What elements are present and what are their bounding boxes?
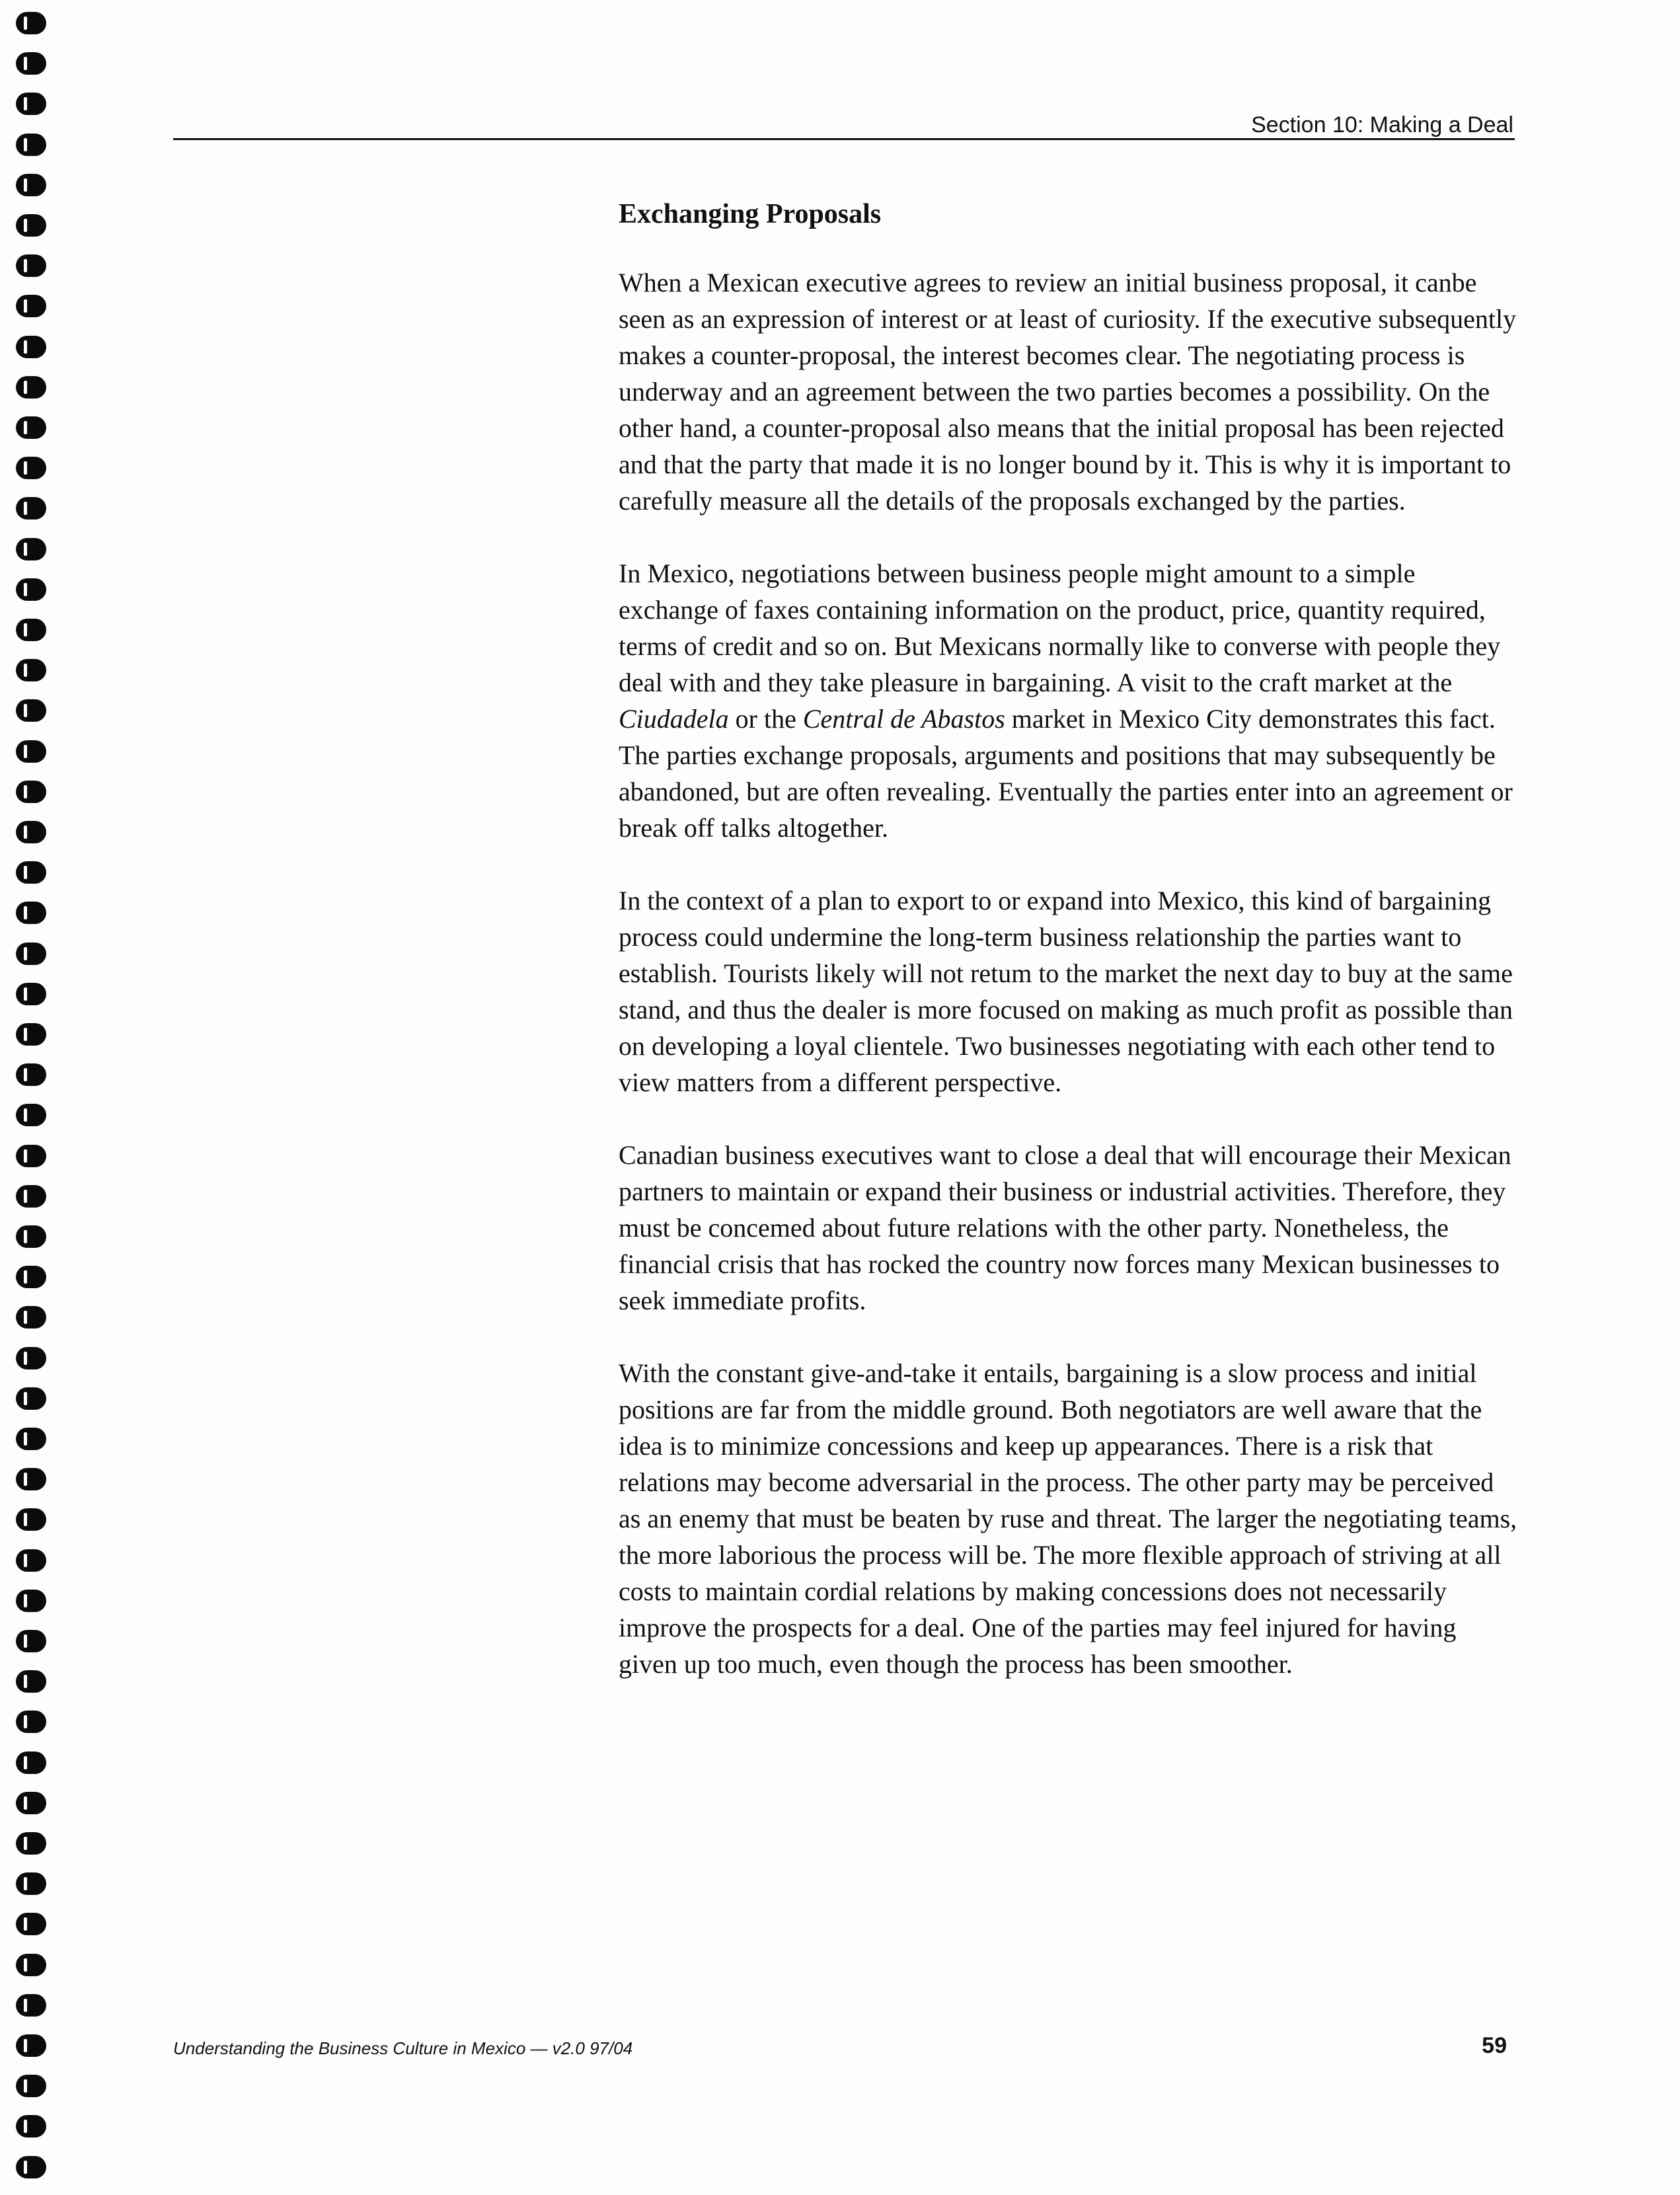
paragraph-2-text-b: or the bbox=[728, 704, 803, 734]
binding-hole bbox=[16, 781, 46, 803]
binding-hole bbox=[16, 538, 46, 560]
binding-hole bbox=[16, 1306, 46, 1329]
paragraph-2-text-a: In Mexico, negotiations between business people might amount to a simple exchange of faxes containing information on the product, price, quantity required, terms of credit and so on. But Mexicans normally like to converse with people they deal with and they take pleasure in bargaining. A visit to the craft market at the bbox=[619, 558, 1501, 697]
binding-hole bbox=[16, 1063, 46, 1086]
article-body bbox=[619, 196, 1517, 1718]
binding-hole bbox=[16, 1266, 46, 1288]
paragraph-4: Canadian business executives want to close a deal that will encourage their Mexican partners to maintain or expand their business or industrial activities. Therefore, they must be concemed about future relations with the other party. Nonetheless, the financial crisis that has rocked the country now forces many Mexican businesses to seek immediate profits. bbox=[619, 1140, 1511, 1315]
binding-hole bbox=[16, 1994, 46, 2017]
binding-hole bbox=[16, 1023, 46, 1046]
paragraph-2 bbox=[619, 555, 1517, 846]
binding-hole bbox=[16, 1549, 46, 1572]
place-name-central-de-abastos: Central de Abastos bbox=[802, 704, 1005, 734]
binding-hole bbox=[16, 1590, 46, 1612]
binding-hole bbox=[16, 619, 46, 641]
binding-hole bbox=[16, 1752, 46, 1774]
header-rule bbox=[173, 138, 1515, 140]
binding-hole bbox=[16, 983, 46, 1005]
paragraph-1: When a Mexican executive agrees to review an initial business proposal, it canbe seen as an expression of interest or at least of curiosity. If the executive subsequently makes a counter-proposal, the interest becomes clear. The negotiating process is underway and an agreement between the two parties becomes a possibility. On the other hand, a counter-proposal also means that the initial proposal has been rejected and that the party that made it is no longer bound by it. This is why it is important to carefully measure all the details of the proposals exchanged by the parties. bbox=[619, 268, 1517, 516]
binding-hole bbox=[16, 214, 46, 237]
binding-hole bbox=[16, 1387, 46, 1410]
binding-hole bbox=[16, 174, 46, 196]
binding-hole bbox=[16, 1630, 46, 1652]
binding-hole bbox=[16, 659, 46, 681]
binding-hole bbox=[16, 416, 46, 439]
binding-hole bbox=[16, 1468, 46, 1490]
binding-hole bbox=[16, 861, 46, 884]
binding-hole bbox=[16, 254, 46, 277]
binding-hole bbox=[16, 497, 46, 520]
binding-hole bbox=[16, 1792, 46, 1814]
binding-hole bbox=[16, 578, 46, 601]
binding-hole bbox=[16, 2156, 46, 2178]
binding-hole bbox=[16, 740, 46, 763]
paragraph-5: With the constant give-and-take it entails, bargaining is a slow process and initial positions are far from the middle ground. Both negotiators are well aware that the idea is to minimize concessions and keep up appearances. There is a risk that relations may become adversarial in the process. The other party may be perceived as an enemy that must be beaten by ruse and threat. The larger the negotiating teams, the more laborious the process will be. The more flexible approach of striving at all costs to maintain cordial relations by making concessions does not necessarily improve the prospects for a deal. One of the parties may feel injured for having given up too much, even though the process has been smoother. bbox=[619, 1358, 1517, 1679]
binding-hole bbox=[16, 1104, 46, 1126]
binding-hole bbox=[16, 1508, 46, 1531]
binding-hole bbox=[16, 1428, 46, 1450]
paragraph-2-text-c: market in Mexico City demonstrates this fact. The parties exchange proposals, arguments and positions that may subsequently be abandoned, but are often revealing. Eventually the parties enter into an agreement or break off talks altogether. bbox=[619, 704, 1513, 843]
binding-hole bbox=[16, 1347, 46, 1369]
binding-hole bbox=[16, 1185, 46, 1208]
binding-hole bbox=[16, 93, 46, 115]
binding-hole bbox=[16, 1670, 46, 1693]
binding-hole bbox=[16, 1913, 46, 1935]
binding-hole bbox=[16, 376, 46, 399]
binding-hole bbox=[16, 295, 46, 317]
binding-hole bbox=[16, 1225, 46, 1248]
section-heading: Exchanging Proposals bbox=[619, 199, 882, 229]
binding-hole bbox=[16, 1954, 46, 1976]
binding-hole bbox=[16, 1145, 46, 1167]
binding-hole bbox=[16, 2075, 46, 2097]
binding-hole bbox=[16, 12, 46, 34]
binding-hole bbox=[16, 134, 46, 156]
binding-hole bbox=[16, 2034, 46, 2057]
binding-hole bbox=[16, 1832, 46, 1855]
footer-publication: Understanding the Business Culture in Mexico — v2.0 97/04 bbox=[173, 2038, 633, 2058]
binding-hole bbox=[16, 821, 46, 843]
binding-hole bbox=[16, 1872, 46, 1895]
paragraph-3: In the context of a plan to export to or expand into Mexico, this kind of bargaining process could undermine the long-term business relationship the parties want to establish. Tourists likely will not retum to the market the next day to buy at the same stand, and thus the dealer is more focused on making as much profit as possible than on developing a loyal clientele. Two businesses negotiating with each other tend to view matters from a different perspective. bbox=[619, 886, 1513, 1097]
binding-hole bbox=[16, 699, 46, 722]
binding-hole bbox=[16, 457, 46, 479]
place-name-ciudadela: Ciudadela bbox=[619, 704, 729, 734]
binding-hole bbox=[16, 2115, 46, 2137]
binding-holes bbox=[16, 0, 49, 2195]
running-header: Section 10: Making a Deal bbox=[1251, 112, 1513, 137]
page-number: 59 bbox=[1482, 2033, 1507, 2058]
binding-hole bbox=[16, 336, 46, 358]
binding-hole bbox=[16, 1711, 46, 1733]
binding-hole bbox=[16, 943, 46, 965]
binding-hole bbox=[16, 52, 46, 75]
binding-hole bbox=[16, 902, 46, 924]
